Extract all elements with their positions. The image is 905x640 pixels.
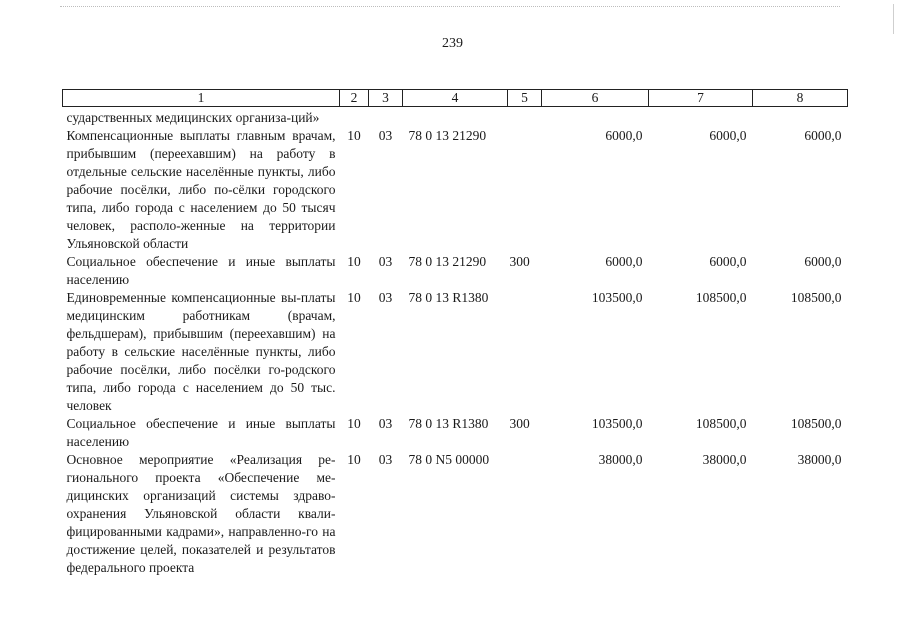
table-row	[63, 107, 848, 128]
table-row	[63, 415, 848, 451]
row-value-1: 6000,0	[605, 254, 643, 269]
row-value-1: 103500,0	[591, 290, 643, 305]
row-target-code: 78 0 N5 00000	[408, 452, 490, 467]
row-value-1: 103500,0	[591, 416, 643, 431]
row-subsection: 03	[378, 254, 393, 269]
row-name: Основное мероприятие «Реализация ре-гионального проекта «Обеспечение ме-дицинских организаций системы здраво-охранения Ульяновской области квали-фицированными кадрами», направленно-го на достижение целей, показателей и результатов федерального проекта	[66, 452, 336, 575]
row-target-code: 78 0 13 21290	[408, 254, 487, 269]
column-header: 7	[649, 90, 753, 107]
row-name: Социальное обеспечение и иные выплаты населению	[66, 254, 336, 287]
row-expense-type	[508, 289, 542, 415]
column-header: 4	[403, 90, 508, 107]
column-header: 5	[508, 90, 542, 107]
row-target-code: 78 0 13 R1380	[408, 290, 489, 305]
row-target-code: 78 0 13 21290	[408, 128, 487, 143]
column-header: 3	[369, 90, 403, 107]
row-section: 10	[347, 128, 361, 143]
row-target-code	[403, 107, 508, 128]
row-value-3: 38000,0	[797, 452, 842, 467]
row-section: 10	[347, 290, 361, 305]
row-expense-type: 300	[509, 254, 530, 269]
row-subsection: 03	[378, 290, 393, 305]
row-expense-type	[508, 107, 542, 128]
row-value-3: 6000,0	[804, 128, 842, 143]
row-value-2: 38000,0	[702, 452, 747, 467]
row-name: Социальное обеспечение и иные выплаты населению	[66, 416, 336, 449]
table-row	[63, 451, 848, 577]
row-section	[340, 107, 369, 128]
scan-artifact-top	[60, 6, 840, 9]
table-header-row	[63, 90, 848, 107]
row-subsection: 03	[378, 128, 393, 143]
row-subsection: 03	[378, 416, 393, 431]
column-header: 8	[753, 90, 848, 107]
row-value-3: 108500,0	[790, 416, 842, 431]
row-name: Компенсационные выплаты главным врачам, прибывшим (переехавшим) на работу в отдельные сельские населённые пункты, либо рабочие посёлки, либо по-сёлки городского типа, либо города с населением до 50 тысяч человек, располо-женные на территории Ульяновской области	[66, 128, 336, 251]
row-value-3: 6000,0	[804, 254, 842, 269]
row-value-1: 38000,0	[598, 452, 643, 467]
table-row	[63, 253, 848, 289]
row-subsection	[369, 107, 403, 128]
row-section: 10	[347, 254, 361, 269]
scan-artifact-right	[893, 4, 895, 34]
row-value-2: 6000,0	[709, 254, 747, 269]
table-row	[63, 127, 848, 253]
row-expense-type: 300	[509, 416, 530, 431]
column-header: 1	[63, 90, 340, 107]
table-row	[63, 289, 848, 415]
row-section: 10	[347, 452, 361, 467]
row-subsection: 03	[378, 452, 393, 467]
row-value-2: 108500,0	[695, 416, 747, 431]
row-value-2	[649, 107, 753, 128]
column-header: 6	[542, 90, 649, 107]
row-expense-type	[508, 127, 542, 253]
row-value-3: 108500,0	[790, 290, 842, 305]
row-name: Единовременные компенсационные вы-платы медицинским работникам (врачам, фельдшерам), прибывшим (переехавшим) на работу в сельские населённые пункты, либо рабочие посёлки, либо посёлки го-родского типа, либо города с населением до 50 тыс. человек	[66, 290, 336, 413]
budget-table	[62, 89, 848, 577]
row-expense-type	[508, 451, 542, 577]
row-value-1: 6000,0	[605, 128, 643, 143]
row-target-code: 78 0 13 R1380	[408, 416, 489, 431]
page-number: 239	[442, 36, 463, 51]
column-header: 2	[340, 90, 369, 107]
row-value-2: 6000,0	[709, 128, 747, 143]
row-name: сударственных медицинских организа-ций»	[66, 110, 320, 125]
row-value-1	[542, 107, 649, 128]
row-section: 10	[347, 416, 361, 431]
row-value-2: 108500,0	[695, 290, 747, 305]
row-value-3	[753, 107, 848, 128]
